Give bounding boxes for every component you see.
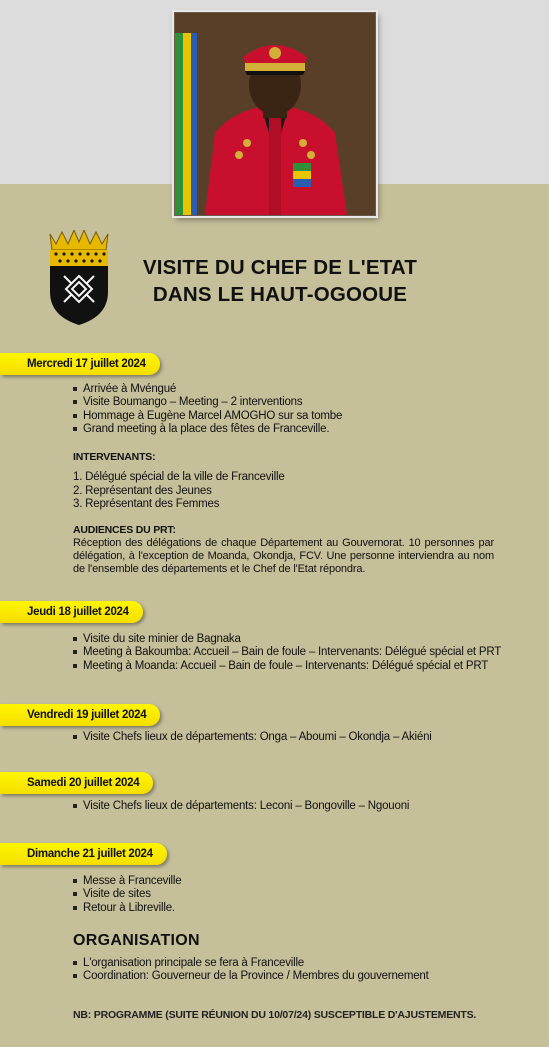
list-item: Visite Chefs lieux de départements: Onga – Aboumi – Okondja – Akiéni bbox=[73, 731, 432, 744]
list-item: Arrivée à Mvéngué bbox=[73, 383, 342, 396]
list-item: Visite Chefs lieux de départements: Leconi – Bongoville – Ngouoni bbox=[73, 800, 409, 813]
intervenants-list bbox=[73, 471, 285, 512]
official-portrait-photo bbox=[174, 12, 376, 216]
list-item: Visite Boumango – Meeting – 2 interventions bbox=[73, 396, 342, 409]
day-2-list bbox=[73, 633, 501, 673]
organisation-list bbox=[73, 957, 429, 984]
list-item: Hommage à Eugène Marcel AMOGHO sur sa tombe bbox=[73, 410, 342, 423]
day-5-list bbox=[73, 875, 181, 915]
list-item: Visite de sites bbox=[73, 888, 181, 901]
intervenants-heading: INTERVENANTS: bbox=[73, 451, 156, 463]
title-line-2: DANS LE HAUT-OGOOUE bbox=[152, 283, 408, 306]
day-3-list bbox=[73, 731, 432, 744]
audiences-heading: AUDIENCES DU PRT: bbox=[73, 524, 176, 536]
title-line-1: VISITE DU CHEF DE L'ETAT bbox=[142, 256, 418, 279]
coat-of-arms-icon bbox=[44, 230, 114, 326]
nb-note: NB: PROGRAMME (SUITE RÉUNION DU 10/07/24) SUSCEPTIBLE D'AJUSTEMENTS. bbox=[73, 1009, 477, 1021]
list-item: 2. Représentant des Jeunes bbox=[73, 484, 212, 497]
day-tab-dimanche: Dimanche 21 juillet 2024 bbox=[0, 843, 167, 865]
list-item: 3. Représentant des Femmes bbox=[73, 498, 220, 510]
list-item: Grand meeting à la place des fêtes de Franceville. bbox=[73, 423, 342, 436]
page-title bbox=[120, 254, 440, 308]
audiences-text: Réception des délégations de chaque Département au Gouvernorat. 10 personnes par délégation, à l'exception de Moanda, Okondja, FCV. Une personne interviendra au nom de l'ensemble des départements et le Chef de l'Etat répondra. bbox=[73, 537, 494, 575]
list-item: Meeting à Bakoumba: Accueil – Bain de foule – Intervenants: Délégué spécial et PRT bbox=[73, 646, 501, 659]
list-item: Coordination: Gouverneur de la Province / Membres du gouvernement bbox=[73, 970, 429, 983]
day-tab-mercredi: Mercredi 17 juillet 2024 bbox=[0, 353, 160, 375]
list-item: 1. Délégué spécial de la ville de Franceville bbox=[73, 471, 285, 483]
list-item: Visite du site minier de Bagnaka bbox=[73, 633, 501, 646]
list-item: L'organisation principale se fera à Franceville bbox=[73, 957, 429, 970]
day-1-list bbox=[73, 383, 342, 436]
organisation-heading: ORGANISATION bbox=[73, 932, 200, 949]
day-tab-vendredi: Vendredi 19 juillet 2024 bbox=[0, 704, 160, 726]
day-4-list bbox=[73, 800, 409, 813]
list-item: Messe à Franceville bbox=[73, 875, 181, 888]
list-item: Retour à Libreville. bbox=[73, 902, 181, 915]
list-item: Meeting à Moanda: Accueil – Bain de foule – Intervenants: Délégué spécial et PRT bbox=[73, 660, 501, 673]
day-tab-samedi: Samedi 20 juillet 2024 bbox=[0, 772, 153, 794]
day-tab-jeudi: Jeudi 18 juillet 2024 bbox=[0, 601, 143, 623]
